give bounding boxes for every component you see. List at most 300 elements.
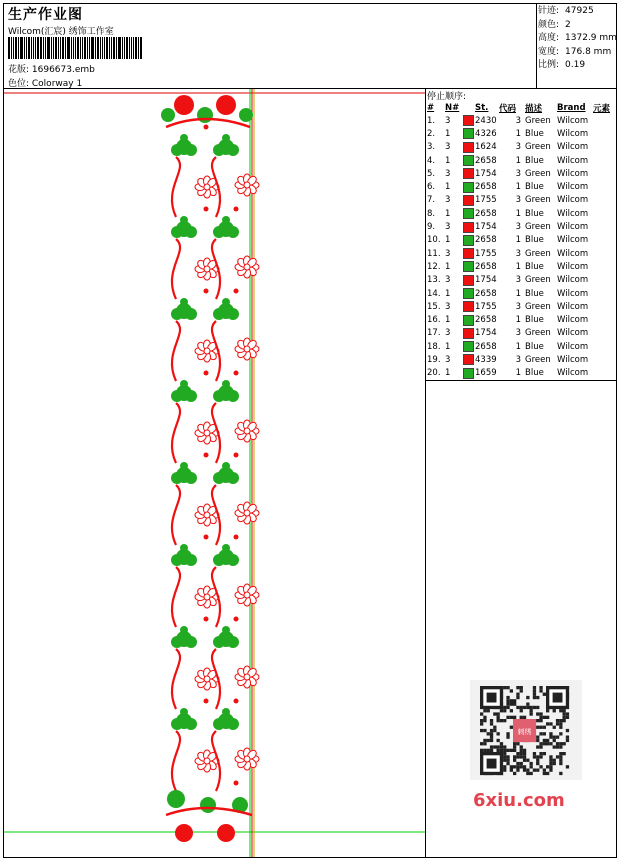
table-row	[425, 194, 615, 207]
row-code: 3	[515, 248, 521, 259]
qr-module	[539, 752, 542, 755]
row-needle: 1	[445, 315, 451, 326]
table-row	[425, 141, 615, 154]
qr-module	[543, 732, 546, 735]
qr-module	[539, 742, 542, 745]
qr-module	[546, 772, 549, 775]
qr-module	[543, 769, 546, 772]
qr-module	[513, 765, 516, 768]
qr-module	[539, 765, 542, 768]
row-swatch	[463, 274, 475, 287]
green-leaf-motif	[213, 144, 225, 156]
row-stitches: 1754	[475, 168, 497, 179]
qr-module	[513, 699, 516, 702]
row-element	[593, 327, 615, 340]
qr-module	[559, 719, 562, 722]
row-swatch	[463, 353, 475, 366]
row-swatch	[463, 141, 475, 154]
red-knot	[204, 207, 209, 212]
green-leaf-motif	[222, 462, 230, 470]
qr-module	[516, 706, 519, 709]
green-leaf-motif	[239, 108, 253, 122]
qr-module	[503, 755, 506, 758]
qr-module	[549, 732, 552, 735]
row-brand: Wilcom	[557, 142, 589, 153]
red-knot	[204, 289, 209, 294]
qr-module	[503, 745, 506, 748]
qr-module	[503, 769, 506, 772]
green-leaf-motif	[227, 554, 239, 566]
table-row	[425, 340, 615, 353]
qr-module	[523, 755, 526, 758]
row-description: Blue	[525, 261, 544, 272]
row-element	[593, 274, 615, 287]
col-header-description: 描述	[525, 103, 543, 114]
qr-module	[559, 762, 562, 765]
red-knot	[204, 453, 209, 458]
green-leaf-motif	[222, 708, 230, 716]
row-needle: 1	[445, 341, 451, 352]
qr-module	[549, 762, 552, 765]
row-stitches: 1754	[475, 275, 497, 286]
qr-module	[556, 719, 559, 722]
qr-module	[493, 712, 496, 715]
row-element	[593, 167, 615, 180]
qr-module	[503, 749, 506, 752]
qr-module	[520, 686, 523, 689]
green-leaf-motif	[213, 554, 225, 566]
row-code: 1	[515, 155, 521, 166]
qr-module	[536, 726, 539, 729]
green-leaf-motif	[227, 390, 239, 402]
red-flower-outline	[204, 184, 210, 190]
green-leaf-motif	[171, 226, 183, 238]
qr-module	[516, 686, 519, 689]
qr-module	[510, 703, 513, 706]
row-element	[593, 180, 615, 193]
row-needle: 3	[445, 195, 451, 206]
red-border-motif	[174, 95, 194, 115]
red-border-motif	[175, 824, 193, 842]
qr-module	[559, 759, 562, 762]
row-code: 1	[515, 182, 521, 193]
row-needle: 1	[445, 208, 451, 219]
table-row	[425, 127, 615, 140]
table-row	[425, 180, 615, 193]
row-element	[593, 260, 615, 273]
qr-module	[510, 689, 513, 692]
color-swatch	[463, 195, 474, 206]
table-row	[425, 220, 615, 233]
qr-module	[523, 759, 526, 762]
row-index: 5.	[427, 168, 436, 179]
green-leaf-motif	[185, 718, 197, 730]
row-index: 4.	[427, 155, 436, 166]
red-flower-outline	[244, 428, 250, 434]
qr-module	[506, 732, 509, 735]
qr-module	[553, 726, 556, 729]
qr-module	[536, 739, 539, 742]
row-brand: Wilcom	[557, 315, 589, 326]
row-stitches: 1659	[475, 368, 497, 379]
qr-module	[559, 745, 562, 748]
row-element	[593, 287, 615, 300]
qr-module	[563, 752, 566, 755]
qr-module	[500, 749, 503, 752]
qr-module	[536, 745, 539, 748]
row-code: 1	[515, 368, 521, 379]
qr-module	[503, 759, 506, 762]
color-swatch	[463, 261, 474, 272]
qr-module	[549, 736, 552, 739]
qr-module	[546, 742, 549, 745]
red-vine	[172, 485, 180, 545]
hoop-guides	[4, 89, 425, 857]
qr-module	[536, 736, 539, 739]
qr-module	[490, 745, 493, 748]
qr-module	[563, 742, 566, 745]
qr-module	[526, 772, 529, 775]
qr-module	[563, 719, 566, 722]
qr-module	[483, 742, 486, 745]
green-leaf-motif	[200, 797, 216, 813]
red-knot	[204, 535, 209, 540]
qr-module	[526, 759, 529, 762]
red-knot	[204, 125, 209, 130]
qr-module	[516, 755, 519, 758]
green-leaf-motif	[222, 134, 230, 142]
row-stitches: 2658	[475, 341, 497, 352]
row-code: 1	[515, 128, 521, 139]
qr-module	[503, 765, 506, 768]
green-leaf-motif	[171, 472, 183, 484]
row-code: 1	[515, 315, 521, 326]
row-stitches: 2658	[475, 288, 497, 299]
row-brand: Wilcom	[557, 301, 589, 312]
qr-module	[553, 759, 556, 762]
qr-module	[549, 755, 552, 758]
qr-module	[487, 732, 490, 735]
red-flower-outline	[244, 674, 250, 680]
table-row	[425, 313, 615, 326]
qr-module	[543, 742, 546, 745]
green-leaf-motif	[185, 226, 197, 238]
red-vine	[172, 321, 180, 381]
qr-module	[566, 712, 569, 715]
green-leaf-motif	[180, 708, 188, 716]
row-index: 20.	[427, 368, 441, 379]
qr-finder	[487, 759, 497, 769]
embroidery-pattern	[161, 95, 259, 842]
color-swatch	[463, 328, 474, 339]
qr-module	[559, 726, 562, 729]
row-needle: 3	[445, 115, 451, 126]
row-brand: Wilcom	[557, 235, 589, 246]
row-stitches: 4339	[475, 354, 497, 365]
red-knot	[234, 207, 239, 212]
row-swatch	[463, 180, 475, 193]
barcode	[8, 37, 143, 59]
qr-module	[533, 689, 536, 692]
qr-module	[520, 749, 523, 752]
qr-module	[490, 749, 493, 752]
green-leaf-motif	[222, 380, 230, 388]
row-swatch	[463, 207, 475, 220]
row-index: 9.	[427, 222, 436, 233]
row-brand: Wilcom	[557, 128, 589, 139]
row-needle: 1	[445, 155, 451, 166]
qr-module	[513, 772, 516, 775]
green-leaf-motif	[227, 472, 239, 484]
color-swatch	[463, 301, 474, 312]
green-leaf-motif	[185, 636, 197, 648]
row-index: 10.	[427, 235, 441, 246]
row-element	[593, 340, 615, 353]
qr-module	[553, 736, 556, 739]
green-leaf-motif	[171, 636, 183, 648]
row-element	[593, 141, 615, 154]
qr-module	[546, 722, 549, 725]
red-knot	[234, 371, 239, 376]
row-index: 18.	[427, 341, 441, 352]
table-row	[425, 247, 615, 260]
qr-module	[520, 709, 523, 712]
qr-module	[506, 706, 509, 709]
row-index: 14.	[427, 288, 441, 299]
qr-module	[490, 732, 493, 735]
row-code: 3	[515, 328, 521, 339]
green-leaf-motif	[171, 718, 183, 730]
qr-module	[559, 722, 562, 725]
table-row	[425, 327, 615, 340]
qr-module	[526, 703, 529, 706]
green-leaf-motif	[197, 107, 213, 123]
green-leaf-motif	[171, 554, 183, 566]
qr-module	[549, 759, 552, 762]
green-leaf-motif	[222, 216, 230, 224]
red-knot	[234, 699, 239, 704]
qr-module	[556, 722, 559, 725]
qr-code	[470, 680, 582, 780]
divider-table-bottom	[425, 380, 617, 381]
row-needle: 3	[445, 142, 451, 153]
color-swatch	[463, 142, 474, 153]
qr-module	[506, 749, 509, 752]
row-swatch	[463, 167, 475, 180]
row-description: Blue	[525, 235, 544, 246]
green-leaf-motif	[180, 626, 188, 634]
green-leaf-motif	[227, 718, 239, 730]
qr-module	[523, 752, 526, 755]
red-knot	[234, 289, 239, 294]
row-stitches: 2658	[475, 315, 497, 326]
qr-module	[539, 686, 542, 689]
qr-module	[526, 706, 529, 709]
qr-module	[487, 749, 490, 752]
green-leaf-motif	[185, 390, 197, 402]
row-code: 1	[515, 341, 521, 352]
red-vine	[172, 239, 180, 299]
qr-module	[566, 736, 569, 739]
red-flower-outline	[204, 430, 210, 436]
qr-module	[566, 716, 569, 719]
design-file-name: 花版: 1696673.emb	[8, 65, 95, 75]
row-brand: Wilcom	[557, 168, 589, 179]
qr-module	[483, 729, 486, 732]
green-leaf-motif	[222, 544, 230, 552]
row-brand: Wilcom	[557, 341, 589, 352]
red-knot	[234, 453, 239, 458]
row-description: Blue	[525, 182, 544, 193]
qr-module	[497, 739, 500, 742]
row-swatch	[463, 313, 475, 326]
color-swatch	[463, 341, 474, 352]
qr-module	[490, 739, 493, 742]
row-description: Green	[525, 195, 551, 206]
row-stitches: 1755	[475, 248, 497, 259]
qr-module	[533, 706, 536, 709]
row-description: Green	[525, 301, 551, 312]
qr-module	[546, 716, 549, 719]
qr-stamp-text: 刺绣	[517, 727, 532, 736]
red-flower-outline	[244, 756, 250, 762]
qr-module	[490, 719, 493, 722]
row-element	[593, 194, 615, 207]
row-code: 3	[515, 142, 521, 153]
qr-module	[503, 686, 506, 689]
qr-module	[530, 712, 533, 715]
row-element	[593, 154, 615, 167]
row-stitches: 2658	[475, 182, 497, 193]
row-description: Green	[525, 248, 551, 259]
qr-module	[513, 759, 516, 762]
table-row	[425, 167, 615, 180]
row-index: 13.	[427, 275, 441, 286]
green-leaf-motif	[213, 390, 225, 402]
row-swatch	[463, 234, 475, 247]
col-header-element: 元素	[593, 103, 611, 114]
qr-module	[549, 742, 552, 745]
row-code: 3	[515, 115, 521, 126]
stats-panel	[538, 5, 617, 73]
table-row	[425, 114, 615, 127]
qr-module	[546, 765, 549, 768]
qr-module	[493, 726, 496, 729]
qr-module	[513, 755, 516, 758]
green-leaf-motif	[185, 472, 197, 484]
row-brand: Wilcom	[557, 248, 589, 259]
qr-module	[516, 765, 519, 768]
green-leaf-motif	[180, 134, 188, 142]
row-description: Blue	[525, 128, 544, 139]
qr-module	[520, 745, 523, 748]
row-description: Blue	[525, 315, 544, 326]
qr-module	[539, 689, 542, 692]
qr-module	[523, 716, 526, 719]
qr-module	[506, 716, 509, 719]
row-stitches: 1755	[475, 301, 497, 312]
row-swatch	[463, 340, 475, 353]
row-needle: 1	[445, 128, 451, 139]
stat-stitches: 针迹: 47925	[538, 6, 594, 16]
qr-module	[520, 762, 523, 765]
red-flower-outline	[204, 758, 210, 764]
row-stitches: 4326	[475, 128, 497, 139]
qr-module	[543, 739, 546, 742]
qr-module	[520, 755, 523, 758]
qr-module	[503, 719, 506, 722]
row-brand: Wilcom	[557, 261, 589, 272]
qr-module	[520, 765, 523, 768]
row-code: 1	[515, 288, 521, 299]
green-leaf-motif	[222, 626, 230, 634]
qr-module	[523, 765, 526, 768]
row-brand: Wilcom	[557, 328, 589, 339]
table-row	[425, 353, 615, 366]
qr-module	[516, 762, 519, 765]
table-header-row	[425, 101, 615, 114]
col-header-needle: N#	[445, 102, 460, 113]
table-row	[425, 287, 615, 300]
row-swatch	[463, 247, 475, 260]
qr-module	[483, 709, 486, 712]
red-border-motif	[217, 824, 235, 842]
qr-module	[493, 729, 496, 732]
row-index: 1.	[427, 115, 436, 126]
qr-module	[483, 739, 486, 742]
qr-module	[510, 726, 513, 729]
green-leaf-motif	[161, 108, 175, 122]
stat-scale: 比例: 0.19	[538, 60, 586, 71]
qr-module	[553, 745, 556, 748]
row-stitches: 1754	[475, 222, 497, 233]
row-index: 3.	[427, 142, 436, 153]
red-knot	[234, 617, 239, 622]
qr-module	[559, 732, 562, 735]
row-swatch	[463, 114, 475, 127]
qr-module	[536, 706, 539, 709]
qr-module	[497, 716, 500, 719]
qr-module	[530, 762, 533, 765]
qr-module	[487, 709, 490, 712]
qr-module	[556, 742, 559, 745]
qr-module	[500, 745, 503, 748]
qr-module	[539, 716, 542, 719]
red-knot	[234, 781, 239, 786]
qr-module	[559, 772, 562, 775]
green-leaf-motif	[213, 472, 225, 484]
row-swatch	[463, 194, 475, 207]
qr-module	[497, 712, 500, 715]
col-header-swatch	[463, 101, 475, 114]
qr-module	[533, 752, 536, 755]
row-element	[593, 234, 615, 247]
green-leaf-motif	[180, 216, 188, 224]
qr-module	[539, 719, 542, 722]
green-leaf-motif	[185, 554, 197, 566]
qr-module	[556, 745, 559, 748]
row-description: Blue	[525, 208, 544, 219]
color-swatch	[463, 182, 474, 193]
qr-module	[500, 742, 503, 745]
row-swatch	[463, 127, 475, 140]
row-swatch	[463, 154, 475, 167]
row-description: Blue	[525, 155, 544, 166]
color-swatch	[463, 208, 474, 219]
qr-module	[513, 742, 516, 745]
row-brand: Wilcom	[557, 368, 589, 379]
row-needle: 1	[445, 261, 451, 272]
